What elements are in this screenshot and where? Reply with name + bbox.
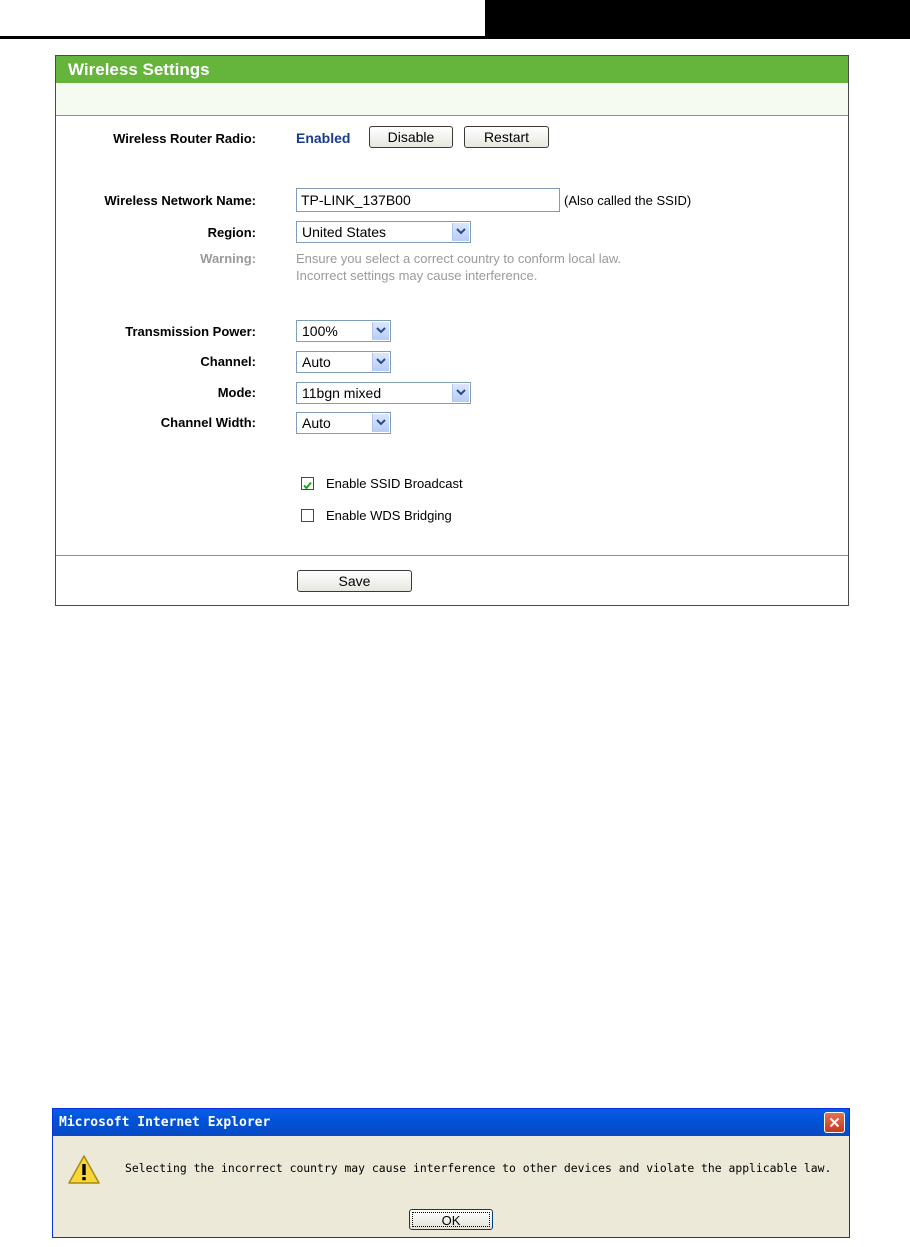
wireless-settings-panel [55,55,849,606]
warning-icon [67,1154,101,1191]
mode-select[interactable] [296,382,471,404]
dialog-titlebar [53,1109,849,1136]
chevron-down-icon [372,414,389,432]
chevron-down-icon [372,353,389,371]
channel-select[interactable] [296,351,391,373]
ssid-broadcast-checkbox[interactable] [301,477,314,490]
radio-status: Enabled [296,130,351,146]
top-rule [0,36,910,39]
warning-label: Warning: [200,251,256,266]
checkmark-icon [302,480,313,491]
panel-title: Wireless Settings [68,60,210,79]
panel-footer-divider [56,555,848,556]
restart-button[interactable]: Restart [464,126,549,148]
wds-bridging-label: Enable WDS Bridging [326,508,452,523]
close-icon[interactable] [824,1112,845,1133]
radio-label: Wireless Router Radio: [113,131,256,146]
channel-width-label: Channel Width: [160,415,256,430]
chevron-down-icon [372,322,389,340]
transmission-power-value: 100% [302,323,338,339]
warning-line-1: Ensure you select a correct country to conform local law. [296,251,622,266]
transmission-power-select[interactable] [296,320,391,342]
transmission-power-label: Transmission Power: [125,324,256,339]
chevron-down-icon [452,223,469,241]
ssid-broadcast-label: Enable SSID Broadcast [326,476,463,491]
dialog-message: Selecting the incorrect country may cause interference to other devices and violate the applicable law. [125,1161,832,1175]
panel-header [56,56,848,83]
channel-width-value: Auto [302,415,331,431]
warning-line-2: Incorrect settings may cause interference. [296,268,538,283]
channel-label: Channel: [200,354,256,369]
region-label: Region: [207,225,256,240]
region-value: United States [302,224,387,240]
ok-button[interactable]: OK [409,1209,493,1230]
mode-label: Mode: [217,385,256,400]
panel-subbar [56,83,848,116]
wds-bridging-checkbox[interactable] [301,509,314,522]
mode-value: 11bgn mixed [302,385,382,401]
dialog-title: Microsoft Internet Explorer [59,1115,271,1130]
network-name-label: Wireless Network Name: [104,193,256,208]
ssid-input[interactable] [296,188,560,212]
channel-width-select[interactable] [296,412,391,434]
alert-dialog [52,1108,850,1238]
ssid-hint: (Also called the SSID) [564,193,692,208]
disable-button[interactable]: Disable [369,126,453,148]
chevron-down-icon [452,384,469,402]
save-button[interactable]: Save [297,570,412,592]
top-black-bar [485,0,910,37]
channel-value: Auto [302,354,331,370]
region-select[interactable] [296,221,471,243]
